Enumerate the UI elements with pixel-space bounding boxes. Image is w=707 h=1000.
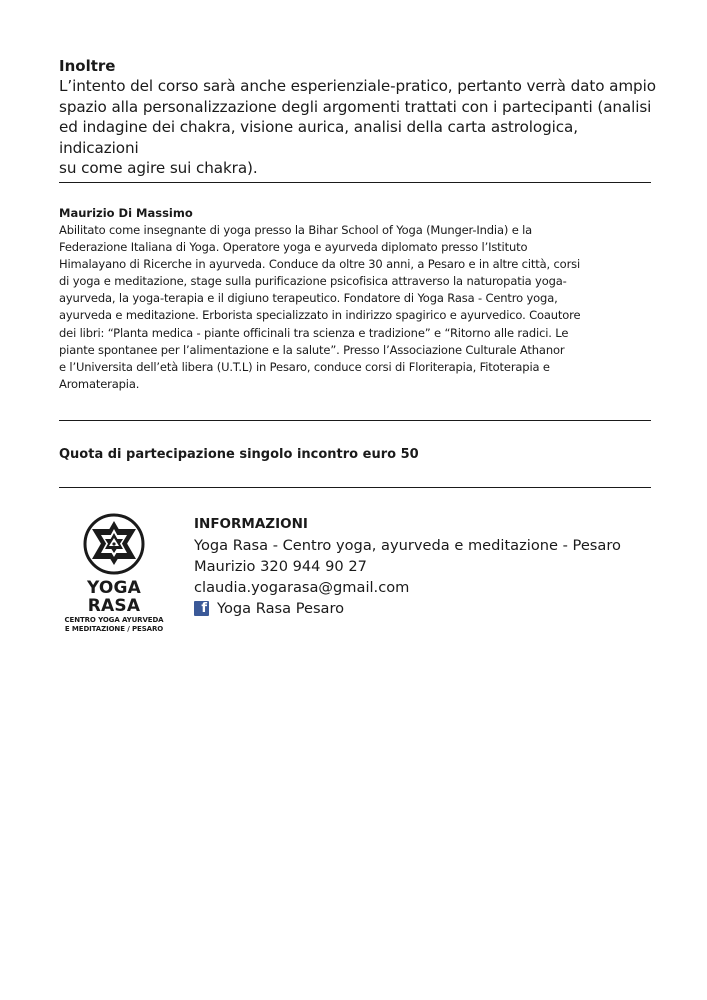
inoltre-line: ed indagine dei chakra, visione aurica, analisi della carta astrologica, indicazioni xyxy=(59,118,578,157)
divider xyxy=(59,487,651,488)
bio-line: di yoga e meditazione, stage sulla purificazione psicofisica attraverso la naturopatia yoga- xyxy=(59,274,567,289)
facebook-icon: f xyxy=(194,601,209,616)
logo-name: YOGA RASA xyxy=(86,578,142,616)
logo-subtitle-line: CENTRO YOGA AYURVEDA xyxy=(64,616,164,624)
bio-line: ayurveda e meditazione. Erborista specializzato in indirizzo spagirico e ayurvedico. Coautore xyxy=(59,308,581,323)
info-email: claudia.yogarasa@gmail.com xyxy=(194,579,410,596)
bio-line: e l’Universita dell’età libera (U.T.L) in Pesaro, conduce corsi di Floriterapia, Fitoterapia e xyxy=(59,359,550,374)
inoltre-line: su come agire sui chakra). xyxy=(59,159,258,177)
info-block xyxy=(194,514,621,619)
bio-text xyxy=(59,222,655,393)
inoltre-title: Inoltre xyxy=(59,57,116,75)
info-facebook xyxy=(194,598,621,619)
facebook-label: Yoga Rasa Pesaro xyxy=(217,600,345,617)
bio-line: dei libri: “Planta medica - piante officinali tra scienza e tradizione” e “Ritorno alle radici. Le xyxy=(59,325,569,340)
bio-name: Maurizio Di Massimo xyxy=(59,206,193,220)
info-phone: Maurizio 320 944 90 27 xyxy=(194,558,367,575)
bio-line: Abilitato come insegnante di yoga presso la Bihar School of Yoga (Munger-India) e la xyxy=(59,223,533,237)
bio-section xyxy=(59,205,655,393)
inoltre-line: L’intento del corso sarà anche esperienziale-pratico, pertanto verrà dato ampio xyxy=(59,77,656,95)
bio-line: ayurveda, la yoga-terapia e il digiuno terapeutico. Fondatore di Yoga Rasa - Centro yoga, xyxy=(59,291,558,306)
bio-line: Aromaterapia. xyxy=(59,376,140,391)
info-center: Yoga Rasa - Centro yoga, ayurveda e meditazione - Pesaro xyxy=(194,537,621,554)
quota-text: Quota di partecipazione singolo incontro euro 50 xyxy=(59,447,419,462)
inoltre-line: spazio alla personalizzazione degli argomenti trattati con i partecipanti (analisi xyxy=(59,97,652,116)
divider xyxy=(59,420,651,421)
bio-line: Himalayano di Ricerche in ayurveda. Conduce da oltre 30 anni, a Pesaro e in altre città, corsi xyxy=(59,257,581,272)
inoltre-section xyxy=(59,56,659,179)
logo-subtitle-line: E MEDITAZIONE / PESARO xyxy=(64,625,164,633)
divider xyxy=(59,182,651,183)
info-title: INFORMAZIONI xyxy=(194,516,308,532)
bio-line: Federazione Italiana di Yoga. Operatore yoga e ayurveda diplomato presso l’Istituto xyxy=(59,240,528,255)
logo-subtitle xyxy=(60,616,168,634)
yoga-rasa-logo xyxy=(60,513,172,634)
inoltre-body xyxy=(59,76,659,179)
sri-yantra-icon xyxy=(83,513,145,575)
bio-line: piante spontanee per l’alimentazione e la salute”. Presso l’Associazione Culturale Athanor xyxy=(59,342,565,357)
